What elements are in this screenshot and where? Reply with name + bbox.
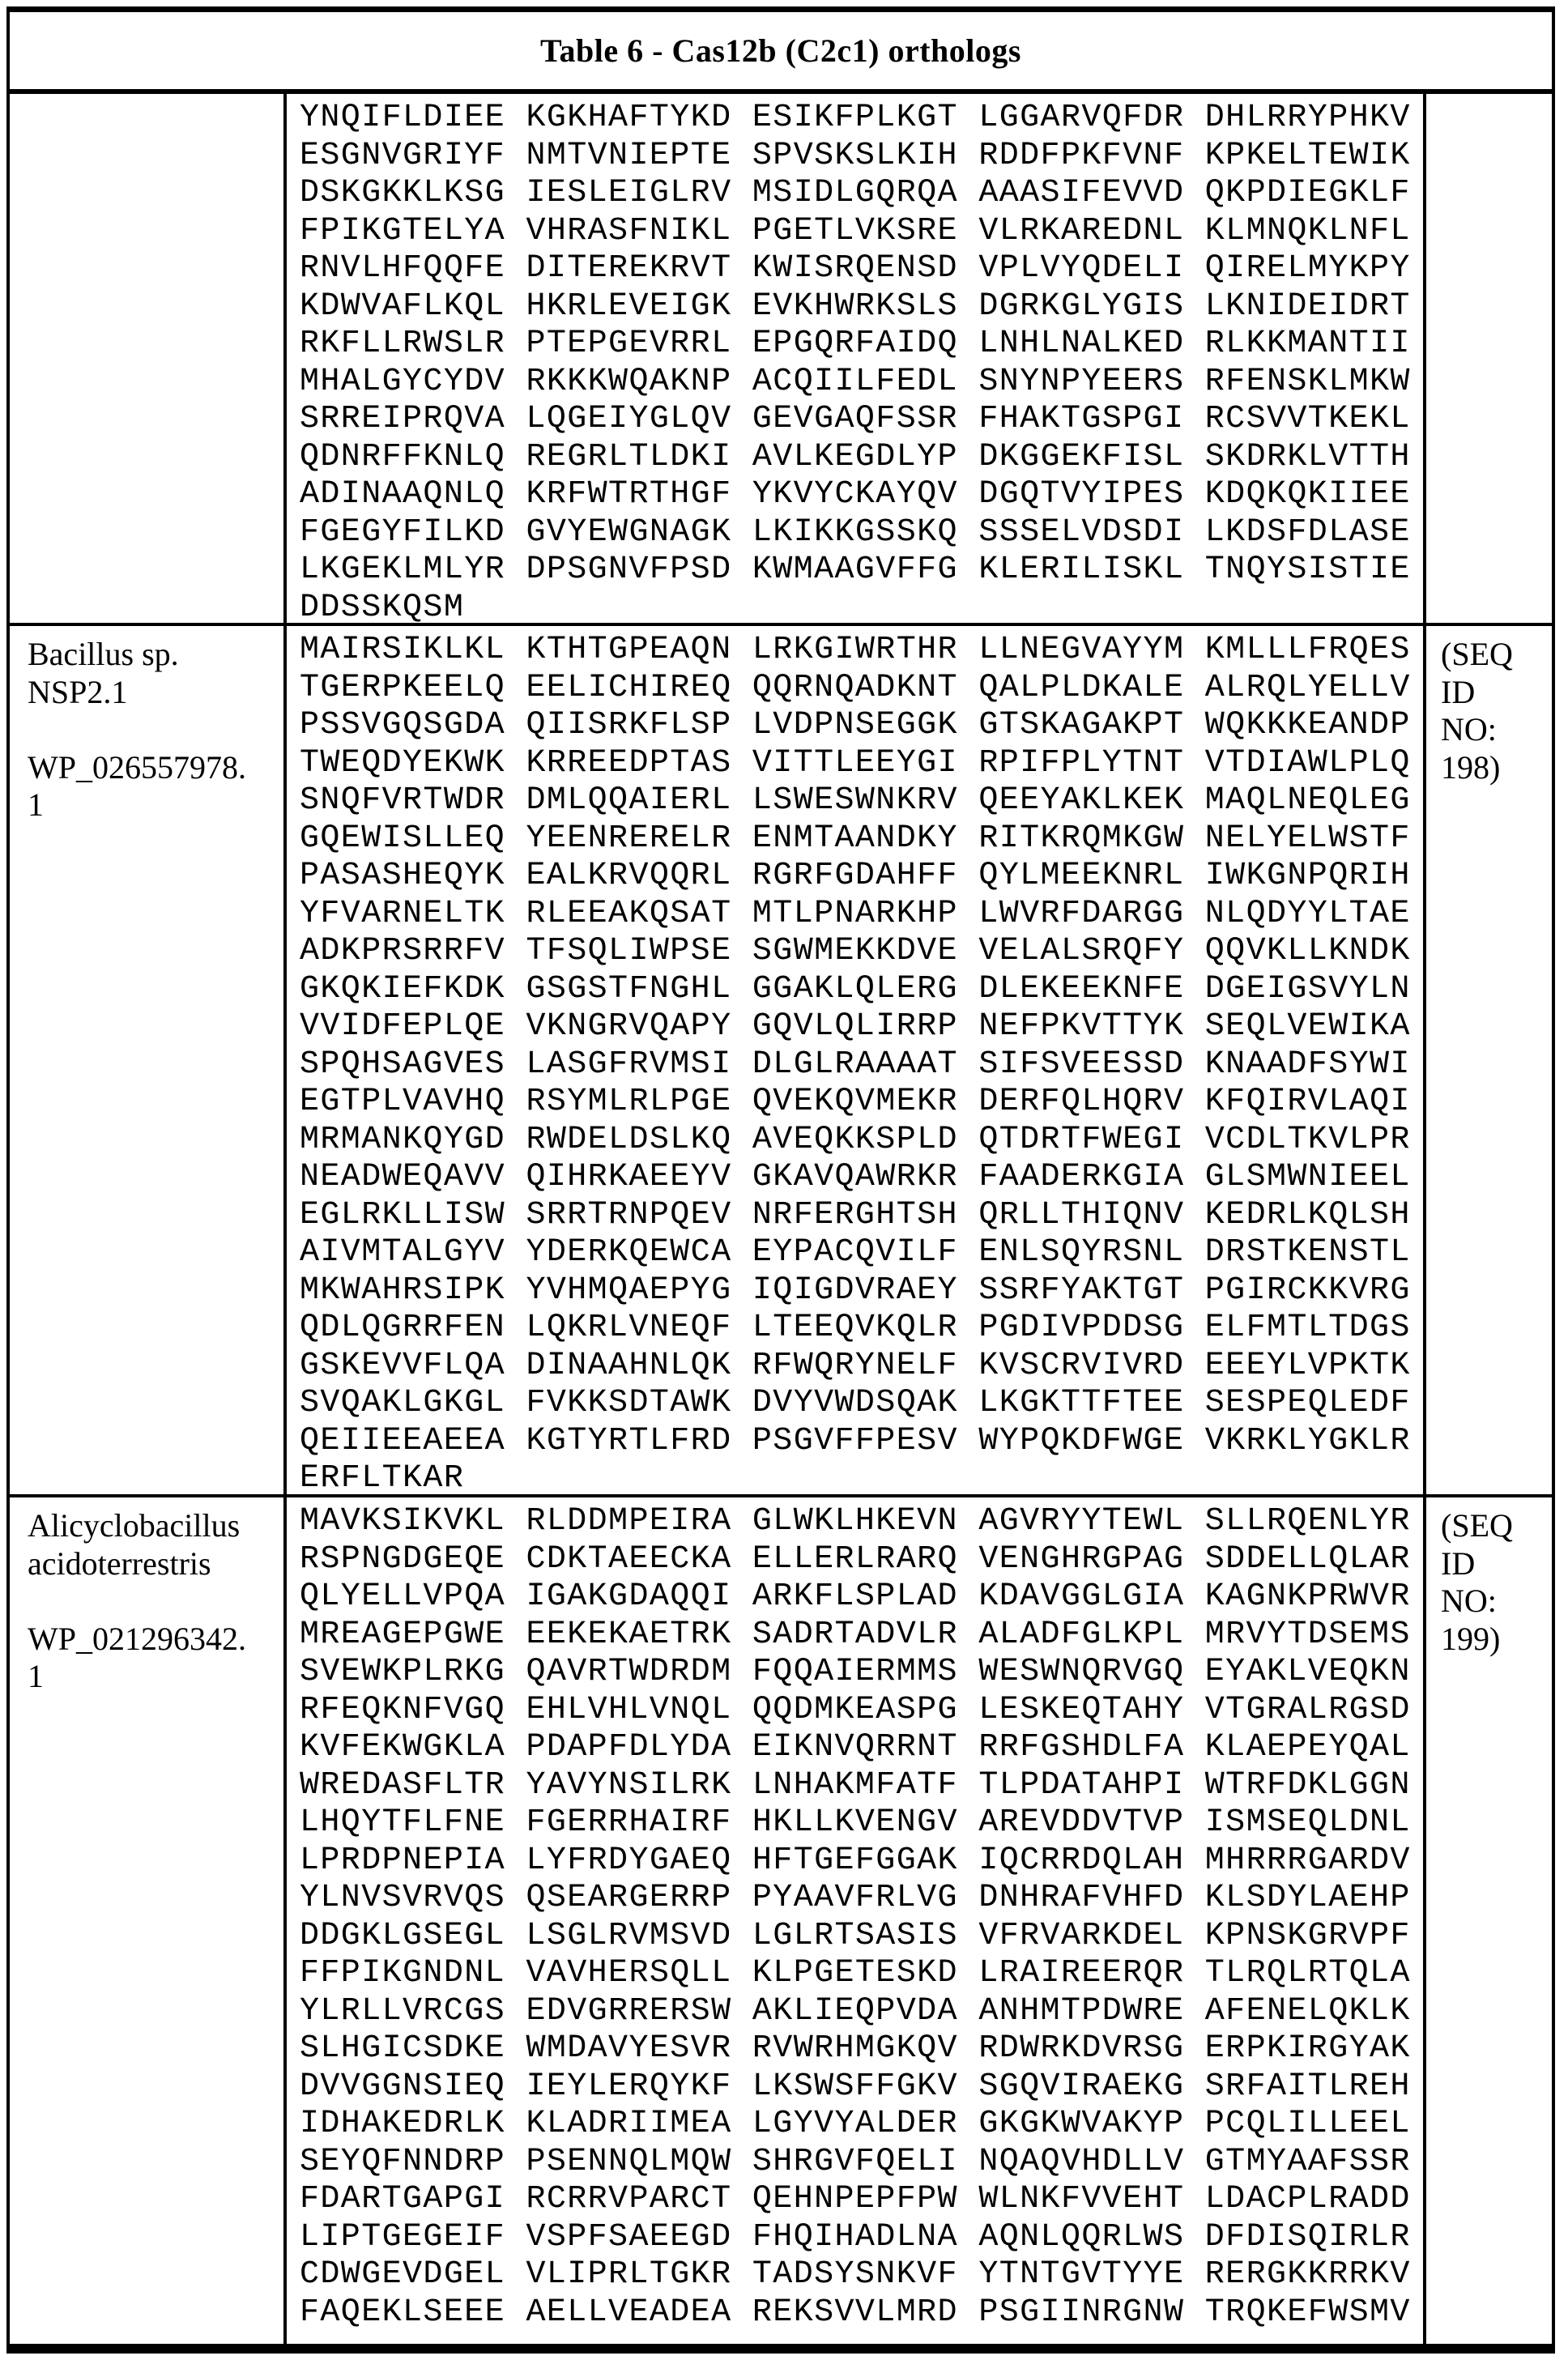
sequence-cell <box>287 626 1426 1494</box>
table-title-row <box>10 12 1552 94</box>
sequence-cell <box>287 94 1426 623</box>
protein-sequence: YNQIFLDIEE KGKHAFTYKD ESIKFPLKGT LGGARVQFDR DHLRRYPHKV ESGNVGRIYF NMTVNIEPTE SPVSKSLKIH RDDFPKFVNF KPKELTEWIK DSKGKKLKSG IESLEIGLRV MSIDLGQRQA AAASIFEVVD QKPDIEGKLF FPIKGTELYA VHRASFNIKL PGETLVKSRE VLRKAREDNL KLMNQKLNFL RNVLHFQQFE DITEREKRVT KWISRQENSD VPLVYQDELI QIRELMYKPY KDWVAFLKQL HKRLEVEIGK EVKHWRKSLS DGRKGLYGIS LKNIDEIDRT RKFLLRWSLR PTEPGEVRRL EPGQRFAIDQ LNHLNALKED RLKKMANTII MHALGYCYDV RKKKWQAKNP ACQIILFEDL SNYNPYEERS RFENSKLMKW SRREIPRQVA LQGEIYGLQV GEVGAQFSSR FHAKTGSPGI RCSVVTKEKL QDNRFFKNLQ REGRLTLDKI AVLKEGDLYP DKGGEKFISL SKDRKLVTTH ADINAAQNLQ KRFWTRTHGF YKVYCKAYQV DGQTVYIPES KDQKQKIIEE FGEGYFILKD GVYEWGNAGK LKIKKGSSKQ SSSELVDSDI LKDSFDLASE LKGEKLMLYR DPSGNVFPSD KWMAAGVFFG KLERILISKL TNQYSISTIE DDSSKQSM <box>300 100 1411 623</box>
organism-cell <box>10 94 287 623</box>
table-title: Table 6 - Cas12b (C2c1) orthologs <box>540 32 1021 69</box>
table-row-alicyclobacillus <box>10 1497 1552 2344</box>
seq-id-cell <box>1426 94 1552 623</box>
organism-cell <box>10 1497 287 2344</box>
organism-label: Alicyclobacillus acidoterrestris WP_021296342. 1 <box>28 1507 246 1694</box>
seq-id-cell <box>1426 626 1552 1494</box>
organism-label: Bacillus sp. NSP2.1 WP_026557978. 1 <box>28 636 246 823</box>
seq-id-label: (SEQ ID NO: 199) <box>1441 1507 1513 1657</box>
seq-id-cell <box>1426 1497 1552 2344</box>
seq-id-label: (SEQ ID NO: 198) <box>1441 636 1513 786</box>
orthologs-table <box>6 6 1555 2354</box>
protein-sequence: MAIRSIKLKL KTHTGPEAQN LRKGIWRTHR LLNEGVAYYM KMLLLFRQES TGERPKEELQ EELICHIREQ QQRNQADKNT QALPLDKALE ALRQLYELLV PSSVGQSGDA QIISRKFLSP LVDPNSEGGK GTSKAGAKPT WQKKKEANDP TWEQDYEKWK KRREEDPTAS VITTLEEYGI RPIFPLYTNT VTDIAWLPLQ SNQFVRTWDR DMLQQAIERL LSWESWNKRV QEEYAKLKEK MAQLNEQLEG GQEWISLLEQ YEENRERELR ENMTAANDKY RITKRQMKGW NELYELWSTF PASASHEQYK EALKRVQQRL RGRFGDAHFF QYLMEEKNRL IWKGNPQRIH YFVARNELTK RLEEAKQSAT MTLPNARKHP LWVRFDARGG NLQDYYLTAE ADKPRSRRFV TFSQLIWPSE SGWMEKKDVE VELALSRQFY QQVKLLKNDK GKQKIEFKDK GSGSTFNGHL GGAKLQLERG DLEKEEKNFE DGEIGSVYLN VVIDFEPLQE VKNGRVQAPY GQVLQLIRRP NEFPKVTTYK SEQLVEWIKA SPQHSAGVES LASGFRVMSI DLGLRAAAAT SIFSVEESSD KNAADFSYWI EGTPLVAVHQ RSYMLRLPGE QVEKQVMEKR DERFQLHQRV KFQIRVLAQI MRMANKQYGD RWDELDSLKQ AVEQKKSPLD QTDRTFWEGI VCDLTKVLPR NEADWEQAVV QIHRKAEEYV GKAVQAWRKR FAADERKGIA GLSMWNIEEL EGLRKLLISW SRRTRNPQEV NRFERGHTSH QRLLTHIQNV KEDRLKQLSH AIVMTALGYV YDERKQEWCA EYPACQVILF ENLSQYRSNL DRSTKENSTL MKWAHRSIPK YVHMQAEPYG IQIGDVRAEY SSRFYAKTGT PGIRCKKVRG QDLQGRRFEN LQKRLVNEQF LTEEQVKQLR PGDIVPDDSG ELFMTLTDGS GSKEVVFLQA DINAAHNLQK RFWQRYNELF KVSCRVIVRD EEEYLVPKTK SVQAKLGKGL FVKKSDTAWK DVYVWDSQAK LKGKTTFTEE SESPEQLEDF QEIIEEAEEA KGTYRTLFRD PSGVFFPESV WYPQKDFWGE VKRKLYGKLR ERFLTKAR <box>300 632 1411 1494</box>
table-row-bacillus-nsp2 <box>10 626 1552 1497</box>
protein-sequence: MAVKSIKVKL RLDDMPEIRA GLWKLHKEVN AGVRYYTEWL SLLRQENLYR RSPNGDGEQE CDKTAEECKA ELLERLRARQ VENGHRGPAG SDDELLQLAR QLYELLVPQA IGAKGDAQQI ARKFLSPLAD KDAVGGLGIA KAGNKPRWVR MREAGEPGWE EEKEKAETRK SADRTADVLR ALADFGLKPL MRVYTDSEMS SVEWKPLRKG QAVRTWDRDM FQQAIERMMS WESWNQRVGQ EYAKLVEQKN RFEQKNFVGQ EHLVHLVNQL QQDMKEASPG LESKEQTAHY VTGRALRGSD KVFEKWGKLA PDAPFDLYDA EIKNVQRRNT RRFGSHDLFA KLAEPEYQAL WREDASFLTR YAVYNSILRK LNHAKMFATF TLPDATAHPI WTRFDKLGGN LHQYTFLFNE FGERRHAIRF HKLLKVENGV AREVDDVTVP ISMSEQLDNL LPRDPNEPIA LYFRDYGAEQ HFTGEFGGAK IQCRRDQLAH MHRRRGARDV YLNVSVRVQS QSEARGERRP PYAAVFRLVG DNHRAFVHFD KLSDYLAEHP DDGKLGSEGL LSGLRVMSVD LGLRTSASIS VFRVARKDEL KPNSKGRVPF FFPIKGNDNL VAVHERSQLL KLPGETESKD LRAIREERQR TLRQLRTQLA YLRLLVRCGS EDVGRRERSW AKLIEQPVDA ANHMTPDWRE AFENELQKLK SLHGICSDKE WMDAVYESVR RVWRHMGKQV RDWRKDVRSG ERPKIRGYAK DVVGGNSIEQ IEYLERQYKF LKSWSFFGKV SGQVIRAEKG SRFAITLREH IDHAKEDRLK KLADRIIMEA LGYVYALDER GKGKWVAKYP PCQLILLEEL SEYQFNNDRP PSENNQLMQW SHRGVFQELI NQAQVHDLLV GTMYAAFSSR FDARTGAPGI RCRRVPARCT QEHNPEPFPW WLNKFVVEHT LDACPLRADD LIPTGEGEIF VSPFSAEEGD FHQIHADLNA AQNLQQRLWS DFDISQIRLR CDWGEVDGEL VLIPRLTGKR TADSYSNKVF YTNTGVTYYE RERGKKRRKV FAQEKLSEEE AELLVEADEA REKSVVLMRD PSGIINRGNW TRQKEFWSMV <box>300 1503 1411 2331</box>
table-row-continuation <box>10 94 1552 626</box>
sequence-cell <box>287 1497 1426 2344</box>
organism-cell <box>10 626 287 1494</box>
